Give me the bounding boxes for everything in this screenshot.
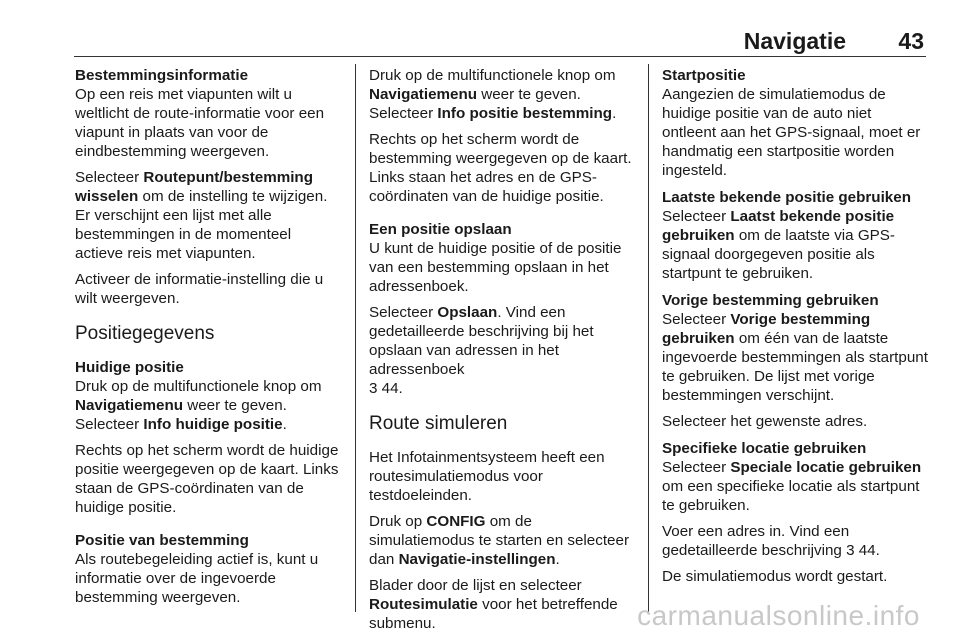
section-positie-bestemming xyxy=(75,531,341,607)
paragraph: Druk op de multifunctionele knop om Navigatiemenu weer te geven. Selecteer Info positie bestemming. xyxy=(369,67,617,122)
paragraph: U kunt de huidige positie of de positie van een bestemming opslaan in het adressenboek. xyxy=(369,240,622,295)
column-1 xyxy=(75,66,341,615)
section-startpositie xyxy=(662,66,928,180)
section-specifieke-locatie xyxy=(662,439,928,586)
section-positie-opslaan xyxy=(369,220,635,398)
paragraph: Activeer de informatie-instelling die u wilt weergeven. xyxy=(75,271,324,307)
page-reference: 3 44. xyxy=(846,542,880,559)
paragraph: Druk op de multifunctionele knop om Navigatiemenu weer te geven. Selecteer Info huidige positie. xyxy=(75,378,322,433)
column-divider xyxy=(355,64,356,612)
column-3 xyxy=(662,66,928,594)
page-reference: 3 44. xyxy=(369,380,403,397)
paragraph: Selecteer Routepunt/bestemming wisselen om de instelling te wijzigen. Er verschijnt een lijst met alle bestemmingen in de momenteel actieve reis met viapunten. xyxy=(75,169,328,262)
subheading: Vorige bestemming gebruiken xyxy=(662,292,879,309)
paragraph: Selecteer Opslaan. Vind een gedetailleerde beschrijving bij het opslaan van adressen in het adressenboek 3 44. xyxy=(369,304,594,397)
page-number: 43 xyxy=(898,28,924,54)
section-title: Positiegegevens xyxy=(75,323,215,344)
paragraph: Selecteer Speciale locatie gebruiken om een specifieke locatie als startpunt te gebruiken. xyxy=(662,459,922,514)
section-vorige-bestemming xyxy=(662,291,928,431)
paragraph: Op een reis met viapunten wilt u weltlicht de route-informatie voor een viapunt in plaats van voor de eindbestemming weergeven. xyxy=(75,86,325,160)
paragraph: Selecteer Vorige bestemming gebruiken om één van de laatste ingevoerde bestemmingen als startpunt te gebruiken. De lijst met vorige bestemmingen verschijnt. xyxy=(662,311,928,404)
section-title: Route simuleren xyxy=(369,413,508,434)
paragraph: Rechts op het scherm wordt de huidige positie weergegeven op de kaart. Links staan de GPS-coördinaten van de huidige positie. xyxy=(75,442,339,516)
column-divider xyxy=(648,64,649,612)
section-laatste-positie xyxy=(662,188,928,283)
paragraph: Het Infotainmentsysteem heeft een routesimulatiemodus voor testdoeleinden. xyxy=(369,449,605,504)
page-header xyxy=(74,0,926,57)
paragraph: Als routebegeleiding actief is, kunt u informatie over de ingevoerde bestemming weergeven. xyxy=(75,551,319,606)
column-2 xyxy=(369,66,635,641)
paragraph: Selecteer het gewenste adres. xyxy=(662,413,868,430)
subheading: Startpositie xyxy=(662,67,746,84)
subheading: Laatste bekende positie gebruiken xyxy=(662,189,911,206)
section-intro xyxy=(369,66,635,206)
paragraph: Blader door de lijst en selecteer Routesimulatie voor het betreffende submenu. xyxy=(369,577,618,632)
page-title: Navigatie xyxy=(743,28,846,54)
watermark: carmanualsonline.info xyxy=(637,600,920,631)
subheading: Een positie opslaan xyxy=(369,221,512,238)
subheading: Bestemmingsinformatie xyxy=(75,67,249,84)
section-huidige-positie xyxy=(75,358,341,517)
paragraph: Aangezien de simulatiemodus de huidige positie van de auto niet ontleent aan het GPS-signaal, moet er handmatig een startpositie worden ingesteld. xyxy=(662,86,921,179)
subheading: Huidige positie xyxy=(75,359,184,376)
subheading: Positie van bestemming xyxy=(75,532,249,549)
subheading: Specifieke locatie gebruiken xyxy=(662,440,867,457)
section-bestemmingsinformatie xyxy=(75,66,341,308)
paragraph: Rechts op het scherm wordt de bestemming weergegeven op de kaart. Links staan het adres en de GPS-coördinaten van de huidige positie. xyxy=(369,131,632,205)
paragraph: Selecteer Laatst bekende positie gebruiken om de laatste via GPS-signaal doorgegeven positie als startpunt te gebruiken. xyxy=(662,208,895,282)
paragraph: De simulatiemodus wordt gestart. xyxy=(662,568,888,585)
section-route-simuleren xyxy=(369,448,635,633)
paragraph: Voer een adres in. Vind een gedetailleerde beschrijving 3 44. xyxy=(662,523,880,559)
paragraph: Druk op CONFIG om de simulatiemodus te starten en selecteer dan Navigatie-instellingen. xyxy=(369,513,630,568)
